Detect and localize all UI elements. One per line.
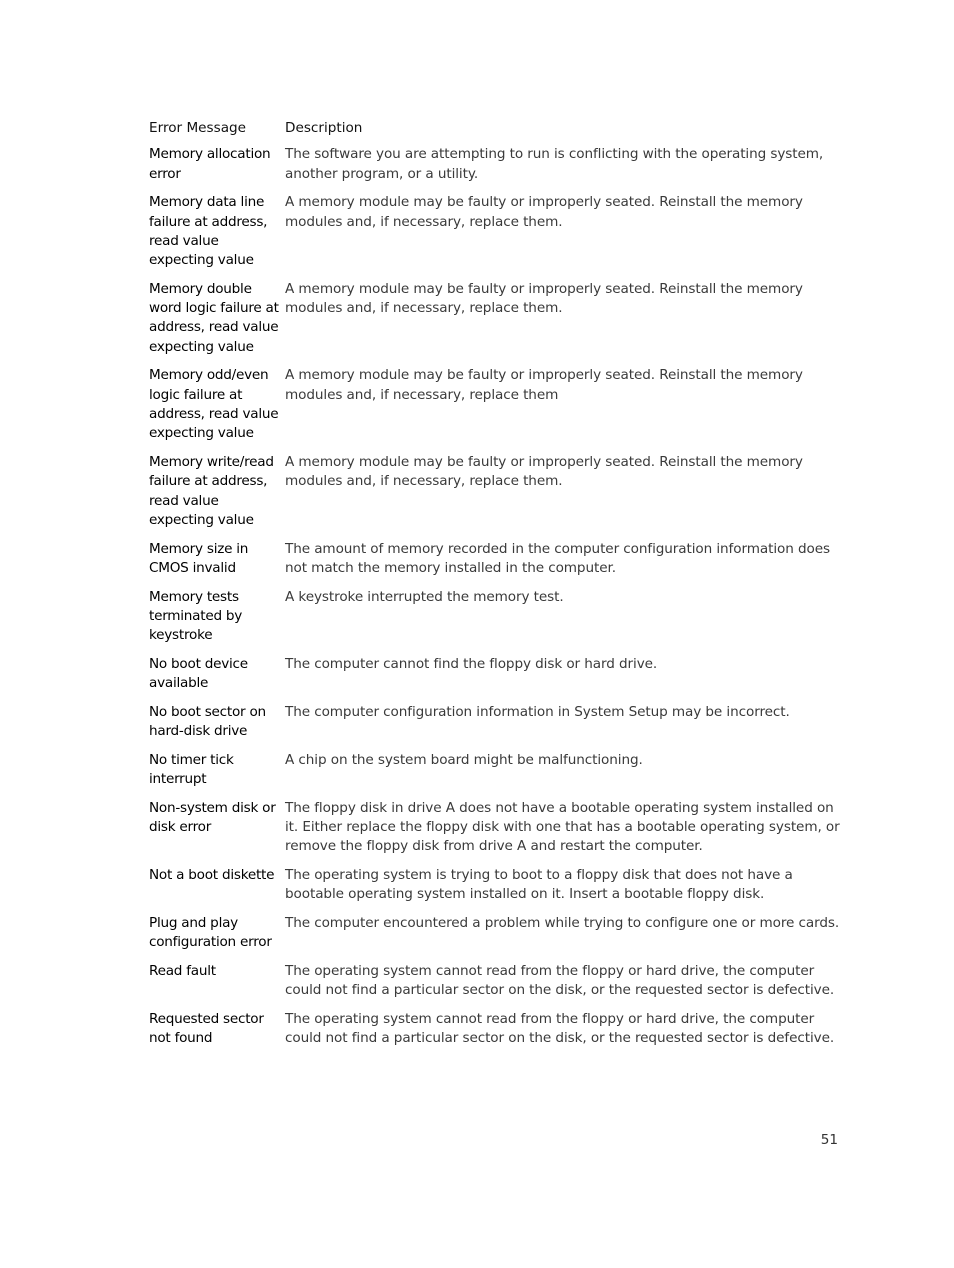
description-cell: The computer encountered a problem while trying to configure one or more cards. [285,915,840,932]
column-header-description: Description [285,120,363,136]
page-number: 51 [820,1132,838,1148]
description-cell: The floppy disk in drive A does not have a bootable operating system installed on it. Either replace the floppy disk with one that has a bootable operating system, or remove the floppy disk from drive A and restart the computer. [285,799,840,855]
description-cell: A keystroke interrupted the memory test. [285,588,564,605]
error-message-cell: Memory allocation error [149,146,271,182]
table-row [145,962,840,1010]
description-cell: The software you are attempting to run is conflicting with the operating system, another program, or a utility. [285,146,824,182]
table-row [145,866,840,914]
description-cell: A memory module may be faulty or improperly seated. Reinstall the memory modules and, if necessary, replace them. [285,280,803,317]
table-row [145,145,840,193]
table-row [145,588,840,655]
table-row [145,1010,840,1058]
table-row [145,540,840,588]
table-row [145,655,840,703]
error-message-cell: Memory write/read failure at address, read value expecting value [149,454,274,528]
description-cell: A memory module may be faulty or improperly seated. Reinstall the memory modules and, if necessary, replace them. [285,454,803,490]
table-header [145,117,840,145]
table-body [145,145,840,1058]
description-cell: The operating system cannot read from the floppy or hard drive, the computer could not find a particular sector on the disk, or the requested sector is defective. [285,1011,835,1047]
description-cell: The operating system is trying to boot to a floppy disk that does not have a bootable operating system installed on it. Insert a bootable floppy disk. [285,867,793,903]
description-cell: The computer configuration information in System Setup may be incorrect. [285,703,790,720]
error-message-cell: No boot sector on hard-disk drive [149,703,266,740]
error-message-cell: No timer tick interrupt [149,751,234,788]
table-header-row [145,117,840,145]
table-row [145,366,840,453]
table-row [145,193,840,280]
table-row [145,453,840,540]
column-header-error-message: Error Message [149,120,247,136]
table-row [145,280,840,367]
description-cell: A memory module may be faulty or improperly seated. Reinstall the memory modules and, if necessary, replace them. [285,194,803,230]
description-cell: The operating system cannot read from the floppy or hard drive, the computer could not find a particular sector on the disk, or the requested sector is defective. [285,963,835,999]
table-row [145,799,840,866]
error-message-cell: Memory double word logic failure at address, read value expecting value [149,280,279,355]
error-message-cell: Read fault [149,963,216,980]
error-message-table [145,117,840,1058]
table-row [145,751,840,799]
error-message-cell: Memory size in CMOS invalid [149,540,249,576]
error-message-cell: No boot device available [149,655,248,692]
error-message-cell: Memory odd/even logic failure at address, read value expecting value [149,367,279,442]
description-cell: A memory module may be faulty or improperly seated. Reinstall the memory modules and, if necessary, replace them [285,367,803,403]
table-row [145,703,840,751]
error-message-cell: Non-system disk or disk error [149,799,276,836]
table-row [145,914,840,962]
description-cell: A chip on the system board might be malfunctioning. [285,751,643,768]
description-cell: The computer cannot find the floppy disk or hard drive. [285,655,658,672]
description-cell: The amount of memory recorded in the computer configuration information does not match the memory installed in the computer. [285,540,830,576]
error-message-cell: Requested sector not found [149,1011,264,1047]
error-message-cell: Memory data line failure at address, read value expecting value [149,194,268,269]
error-message-cell: Not a boot diskette [149,867,275,884]
error-message-cell: Plug and play configuration error [149,915,272,951]
error-message-cell: Memory tests terminated by keystroke [149,588,243,644]
